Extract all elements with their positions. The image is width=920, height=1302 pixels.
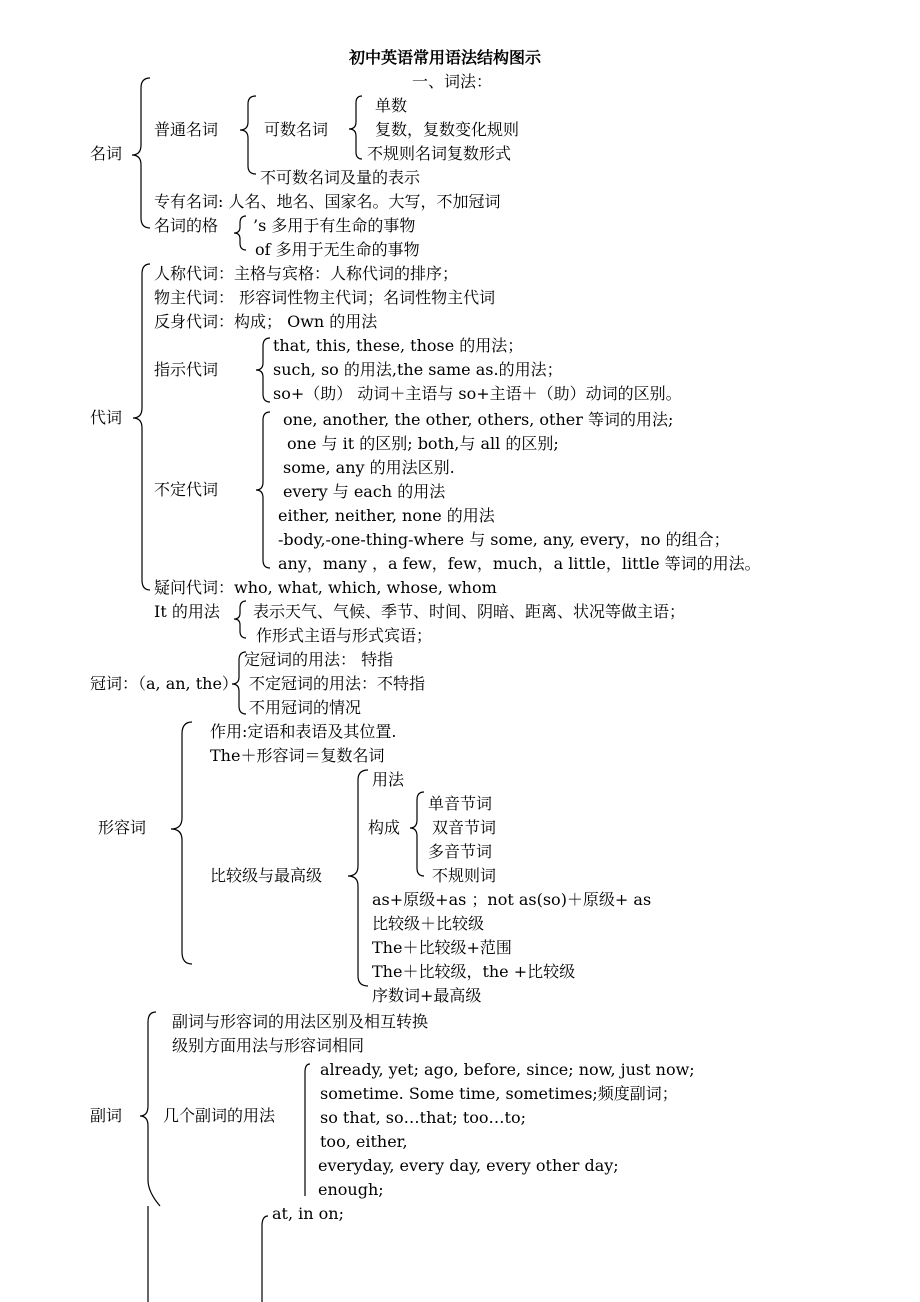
demonstrative-brace (256, 338, 270, 402)
indefinite-label: 不定代词 (154, 480, 219, 499)
irregular-plural-item: 不规则名词复数形式 (367, 144, 512, 163)
adverb-several-label: 几个副词的用法 (163, 1106, 276, 1125)
indefinite-item-1: one, another, the other, others, other 等词的用法; (283, 410, 674, 429)
the-adjective-item: The＋形容词＝复数名词 (210, 746, 385, 765)
lower-sub-line (262, 1216, 268, 1302)
irregular-word-item: 不规则词 (432, 866, 497, 885)
proper-noun-item: 专有名词: 人名、地名、国家名。大写，不加冠词 (154, 192, 501, 211)
comparison-pattern-1: as+原级+as ；not as(so)＋原级+ as (372, 890, 652, 909)
comparison-pattern-3: The＋比较级+范围 (372, 938, 512, 957)
plural-item: 复数，复数变化规则 (375, 120, 520, 139)
it-usage-label: It 的用法 (154, 602, 220, 621)
adverb-usage-item-2: sometime. Some time, sometimes;频度副词； (320, 1084, 678, 1103)
uncountable-item: 不可数名词及量的表示 (260, 168, 421, 187)
article-label: 冠词：（a, an, the） (90, 674, 238, 693)
adverb-diff-item: 副词与形容词的用法区别及相互转换 (172, 1012, 429, 1031)
adverb-usage-item-4: too, either, (320, 1132, 408, 1151)
indefinite-article-item: 不定冠词的用法：不特指 (249, 674, 426, 693)
countable-brace (349, 96, 362, 159)
page-title: 初中英语常用语法结构图示 (349, 48, 542, 67)
indefinite-item-6: -body,-one-thing-where 与 some, any, every，no 的组合； (278, 530, 730, 549)
adverb-usage-item-5: everyday, every day, every other day; (318, 1156, 619, 1175)
indefinite-item-5: either, neither, none 的用法 (278, 506, 495, 525)
comparison-pattern-4: The＋比较级，the +比较级 (372, 962, 576, 981)
pronoun-brace (133, 264, 150, 590)
possessive-s-item: ’s 多用于有生命的事物 (253, 216, 416, 235)
formation-brace (410, 792, 424, 876)
possessive-pronoun-item: 物主代词： 形容词性物主代词；名词性物主代词 (154, 288, 496, 307)
it-usage-item-1: 表示天气、气候、季节、时间、阴暗、距离、状况等做主语； (253, 602, 686, 621)
noun-brace (132, 78, 150, 228)
singular-item: 单数 (375, 96, 408, 115)
possessive-of-item: of 多用于无生命的事物 (255, 240, 420, 259)
adverb-degree-item: 级别方面用法与形容词相同 (172, 1036, 365, 1055)
noun-case-label: 名词的格 (154, 216, 219, 235)
it-brace (234, 601, 246, 638)
comparison-formation-label: 构成 (368, 818, 401, 837)
reflexive-pronoun-item: 反身代词：构成； Own 的用法 (154, 312, 378, 331)
personal-pronoun-item: 人称代词：主格与宾格：人称代词的排序； (154, 264, 459, 283)
comparison-label: 比较级与最高级 (210, 866, 323, 885)
comparison-brace (348, 770, 368, 986)
indefinite-item-7: any，many ，a few，few，much，a little，little 等词的用法。 (278, 554, 761, 573)
indefinite-item-2: one 与 it 的区别; both,与 all 的区别; (287, 434, 559, 453)
indefinite-brace (256, 412, 270, 568)
definite-article-item: 定冠词的用法： 特指 (244, 650, 394, 669)
comparison-pattern-2: 比较级＋比较级 (372, 914, 485, 933)
preposition-item-1: at, in on; (272, 1204, 344, 1223)
section-heading: 一、词法： (412, 72, 493, 91)
case-brace (234, 216, 246, 250)
indefinite-item-4: every 与 each 的用法 (283, 482, 446, 501)
adverb-brace (140, 1012, 160, 1206)
it-usage-item-2: 作形式主语与形式宾语； (256, 626, 433, 645)
interrogative-pronoun-item: 疑问代词：who, what, which, whose, whom (154, 578, 497, 597)
adverb-usage-item-6: enough; (318, 1180, 384, 1199)
adverb-usage-line (305, 1064, 310, 1196)
adjective-brace (171, 722, 192, 964)
common-noun-brace (240, 96, 256, 174)
adverb-label: 副词 (90, 1106, 123, 1125)
zero-article-item: 不用冠词的情况 (249, 698, 362, 717)
adjective-function-item: 作用:定语和表语及其位置. (210, 722, 397, 741)
disyllable-item: 双音节词 (432, 818, 497, 837)
pronoun-label: 代词 (90, 408, 123, 427)
adverb-usage-item-1: already, yet; ago, before, since; now, just now; (320, 1060, 695, 1079)
adjective-label: 形容词 (98, 818, 147, 837)
comparison-pattern-5: 序数词+最高级 (372, 986, 482, 1005)
demonstrative-item-2: such, so 的用法,the same as.的用法； (273, 360, 563, 379)
demonstrative-label: 指示代词 (154, 360, 219, 379)
comparison-usage-item: 用法 (372, 770, 405, 789)
common-noun-label: 普通名词 (154, 120, 219, 139)
demonstrative-item-1: that, this, these, those 的用法； (273, 336, 524, 355)
adverb-usage-item-3: so that, so…that; too…to; (320, 1108, 526, 1127)
monosyllable-item: 单音节词 (428, 794, 493, 813)
polysyllable-item: 多音节词 (428, 842, 493, 861)
countable-noun-label: 可数名词 (264, 120, 329, 139)
indefinite-item-3: some, any 的用法区别. (283, 458, 455, 477)
demonstrative-item-3: so+（助） 动词＋主语与 so+主语＋（助）动词的区别。 (273, 384, 682, 403)
noun-label: 名词 (90, 144, 123, 163)
